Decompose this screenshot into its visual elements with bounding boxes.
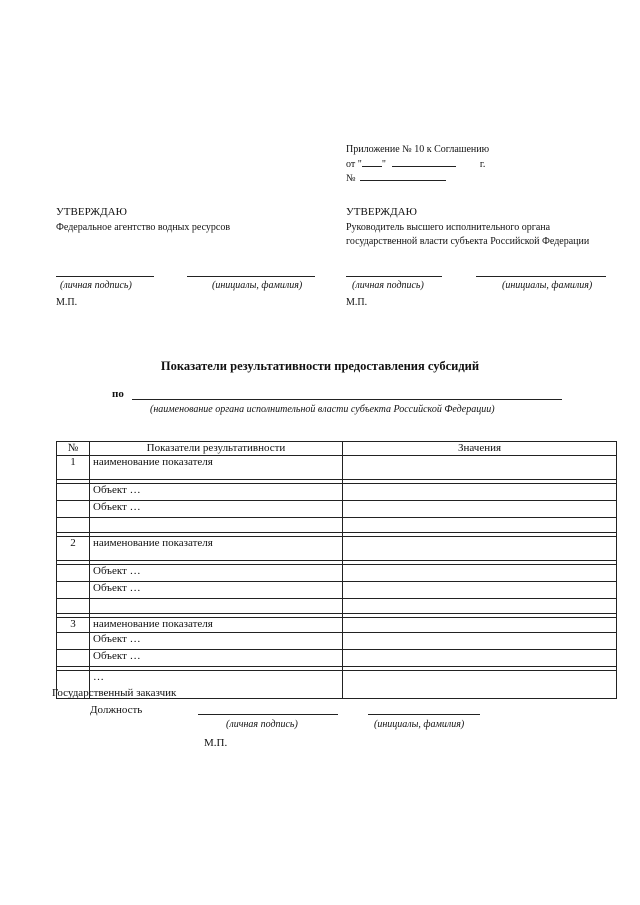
footer-position: Должность	[90, 704, 143, 716]
page-title: Показатели результативности предоставления субсидий	[160, 359, 480, 373]
row-value	[343, 618, 617, 633]
row-label	[90, 518, 343, 533]
appendix-line-1: Приложение № 10 к Соглашению	[346, 144, 490, 155]
appendix-number-label: №	[346, 173, 356, 184]
subtitle-line	[132, 399, 562, 400]
subtitle-caption: (наименование органа исполнительной власти субъекта Российской Федерации)	[150, 404, 495, 415]
table-row	[57, 456, 617, 480]
row-num	[57, 484, 90, 501]
right-org-line-1: Руководитель высшего исполнительного органа	[346, 222, 551, 233]
row-value	[343, 501, 617, 518]
footer-signature-line	[198, 714, 338, 715]
appendix-line-2	[346, 159, 485, 170]
appendix-date-mid: "	[381, 159, 386, 170]
row-label: …	[90, 671, 343, 699]
table-row	[57, 537, 617, 561]
row-num	[57, 582, 90, 599]
right-org-line-2: государственной власти субъекта Российской Федерации	[346, 236, 590, 247]
header-indicator: Показатели результативности	[90, 442, 343, 456]
table-row	[57, 518, 617, 533]
table-row	[57, 633, 617, 650]
table-header-row	[57, 442, 617, 456]
row-num: 1	[57, 456, 90, 480]
row-value	[343, 650, 617, 667]
row-num: 3	[57, 618, 90, 633]
left-approve-heading: УТВЕРЖДАЮ	[56, 206, 127, 218]
header-values: Значения	[343, 442, 617, 456]
row-value	[343, 456, 617, 480]
row-label: Объект …	[90, 565, 343, 582]
right-seal: М.П.	[346, 297, 368, 308]
footer-customer: Государственный заказчик	[52, 687, 177, 699]
row-num: 2	[57, 537, 90, 561]
footer-seal: М.П.	[204, 737, 228, 749]
row-label: Объект …	[90, 633, 343, 650]
row-value	[343, 633, 617, 650]
row-label: Объект …	[90, 650, 343, 667]
row-value	[343, 671, 617, 699]
right-name-caption: (инициалы, фамилия)	[502, 280, 593, 291]
left-org: Федеральное агентство водных ресурсов	[56, 222, 231, 233]
row-value	[343, 518, 617, 533]
row-num	[57, 599, 90, 614]
row-num	[57, 565, 90, 582]
table-row	[57, 582, 617, 599]
row-num	[57, 518, 90, 533]
footer-name-caption: (инициалы, фамилия)	[374, 719, 465, 730]
left-sign-caption: (личная подпись)	[60, 280, 132, 291]
left-seal: М.П.	[56, 297, 78, 308]
footer-name-line	[368, 714, 480, 715]
indicators-table	[56, 441, 617, 699]
row-label: наименование показателя	[90, 537, 343, 561]
appendix-line-3	[346, 173, 446, 184]
right-approve-heading: УТВЕРЖДАЮ	[346, 206, 417, 218]
row-label	[90, 599, 343, 614]
row-label: наименование показателя	[90, 456, 343, 480]
footer-sign-caption: (личная подпись)	[226, 719, 298, 730]
row-label: Объект …	[90, 501, 343, 518]
row-num	[57, 650, 90, 667]
left-name-caption: (инициалы, фамилия)	[212, 280, 303, 291]
left-name-line	[187, 276, 315, 277]
row-label: Объект …	[90, 484, 343, 501]
row-value	[343, 565, 617, 582]
appendix-date-suffix: г.	[479, 159, 486, 170]
row-label: наименование показателя	[90, 618, 343, 633]
row-num	[57, 501, 90, 518]
table-row	[57, 484, 617, 501]
right-sign-caption: (личная подпись)	[352, 280, 424, 291]
table-row	[57, 501, 617, 518]
table-row	[57, 565, 617, 582]
row-value	[343, 582, 617, 599]
subtitle-prefix: по	[112, 388, 124, 400]
row-value	[343, 537, 617, 561]
row-label: Объект …	[90, 582, 343, 599]
appendix-date-prefix: от "	[346, 159, 362, 170]
row-value	[343, 599, 617, 614]
right-signature-line	[346, 276, 442, 277]
row-num	[57, 633, 90, 650]
row-value	[343, 484, 617, 501]
header-num: №	[57, 442, 90, 456]
table-row	[57, 650, 617, 667]
table-row	[57, 618, 617, 633]
right-name-line	[476, 276, 606, 277]
left-signature-line	[56, 276, 154, 277]
table-row	[57, 599, 617, 614]
